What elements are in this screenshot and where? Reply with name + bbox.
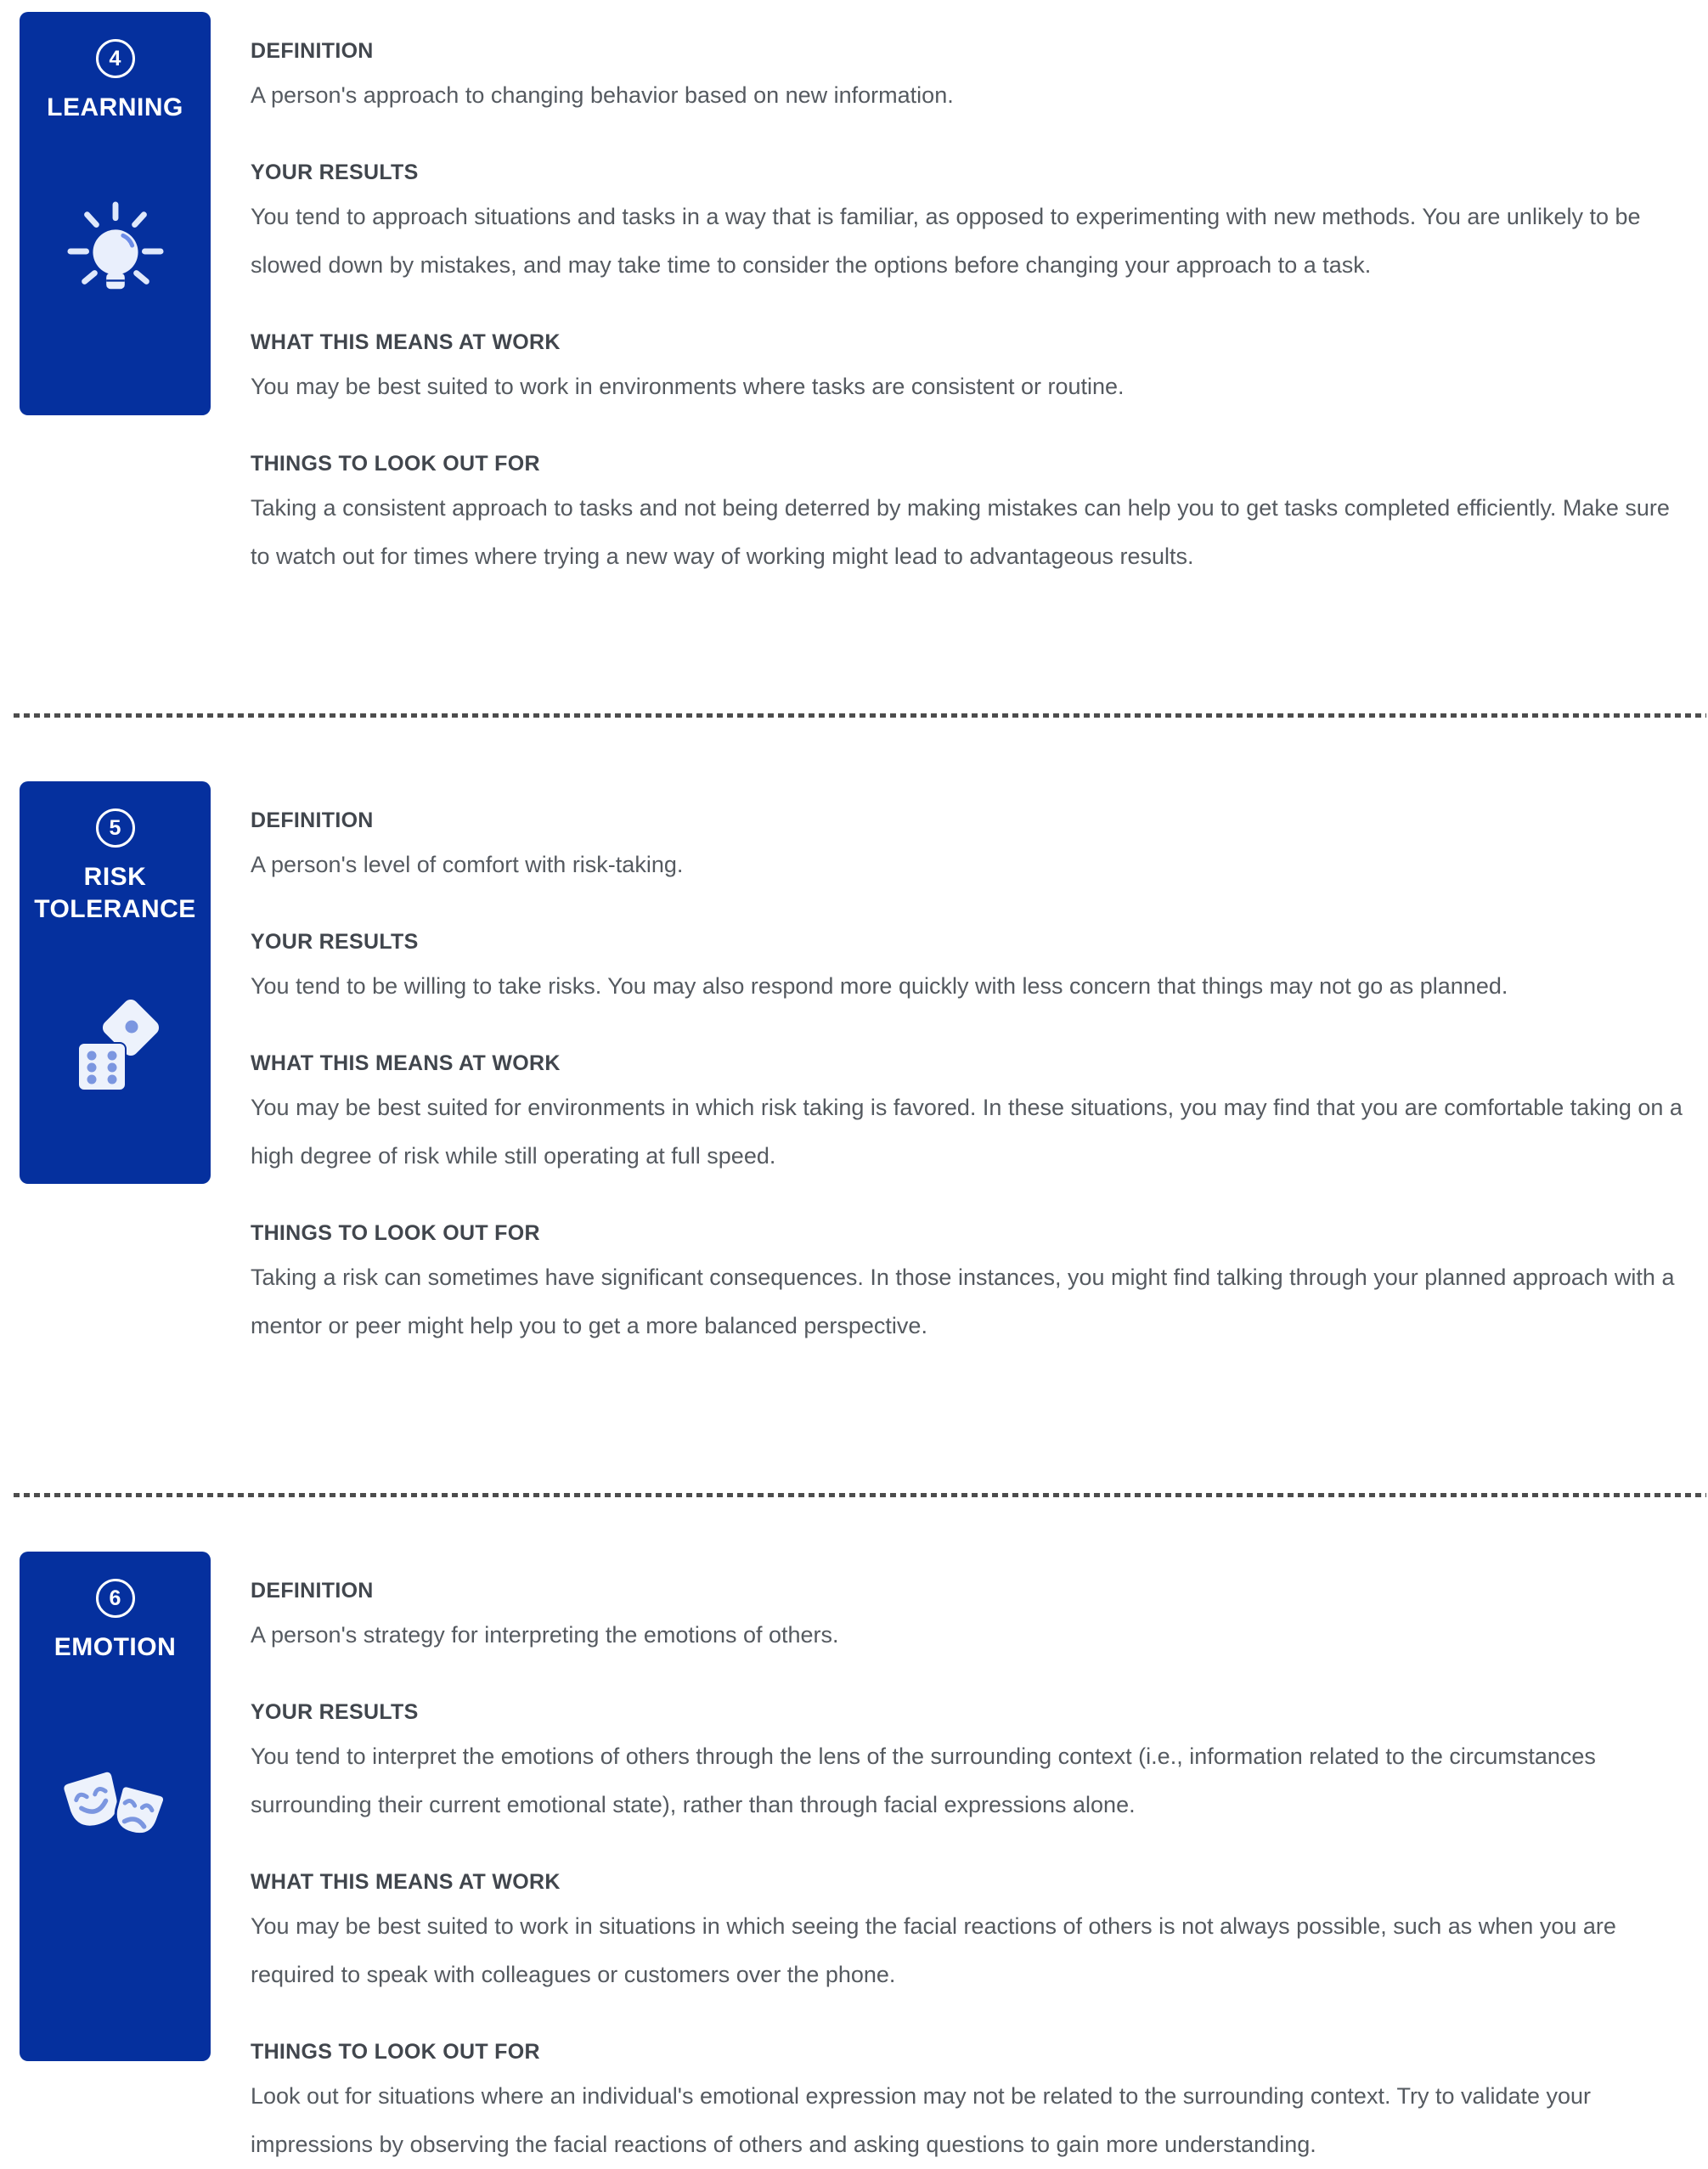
trait-card — [20, 12, 211, 415]
sections-container — [0, 12, 1708, 2169]
block-heading: DEFINITION — [251, 39, 374, 63]
block-heading: THINGS TO LOOK OUT FOR — [251, 2040, 540, 2064]
trait-section — [0, 1552, 1708, 2169]
block-body: You tend to be willing to take risks. You may also respond more quickly with less concern that things may not go as planned. — [251, 973, 1508, 999]
trait-text-block — [251, 1220, 1693, 1350]
trait-text-block — [251, 37, 1693, 120]
trait-card — [20, 781, 211, 1184]
trait-title: RISK TOLERANCE — [34, 863, 196, 923]
block-heading: WHAT THIS MEANS AT WORK — [251, 1870, 561, 1894]
trait-content — [211, 1552, 1708, 2169]
trait-content — [211, 12, 1708, 581]
trait-number: 6 — [109, 1586, 121, 1610]
trait-text-block — [251, 450, 1693, 581]
dashed-divider — [14, 713, 1706, 718]
block-heading: YOUR RESULTS — [251, 1700, 419, 1724]
trait-section — [0, 781, 1708, 1350]
block-body: You tend to interpret the emotions of others through the lens of the surrounding context (i.e., information related to the circumstances surrounding their current emotional state), rather than through facial expressions alone. — [251, 1744, 1596, 1817]
dice-icon — [65, 995, 166, 1101]
block-heading: DEFINITION — [251, 808, 374, 832]
trait-title: LEARNING — [47, 93, 183, 121]
block-heading: THINGS TO LOOK OUT FOR — [251, 1221, 540, 1245]
trait-text-block — [251, 1699, 1693, 1829]
theater-masks-icon — [62, 1762, 169, 1848]
dashed-divider — [14, 1493, 1706, 1497]
block-body: You may be best suited to work in environments where tasks are consistent or routine. — [251, 374, 1125, 399]
block-body: You tend to approach situations and tasks in a way that is familiar, as opposed to experimenting with new methods. You are unlikely to be slowed down by mistakes, and may take time to consider the options before changing your approach to a task. — [251, 204, 1641, 278]
block-heading: YOUR RESULTS — [251, 161, 419, 184]
block-body: You may be best suited for environments in which risk taking is favored. In these situations, you may find that you are comfortable taking on a high degree of risk while still operating at full speed. — [251, 1095, 1683, 1169]
block-body: Look out for situations where an individual's emotional expression may not be related to the surrounding context. Try to validate your impressions by observing the facial reactions of others and asking questions to gain more understanding. — [251, 2083, 1592, 2157]
trait-text-block — [251, 159, 1693, 290]
block-body: A person's level of comfort with risk-taking. — [251, 852, 684, 877]
block-heading: THINGS TO LOOK OUT FOR — [251, 452, 540, 476]
trait-text-block — [251, 1050, 1693, 1180]
block-body: A person's strategy for interpreting the emotions of others. — [251, 1622, 839, 1648]
block-body: You may be best suited to work in situations in which seeing the facial reactions of others is not always possible, such as when you are required to speak with colleagues or customers over the phone. — [251, 1913, 1616, 1987]
trait-text-block — [251, 1868, 1693, 1999]
block-heading: WHAT THIS MEANS AT WORK — [251, 330, 561, 354]
lightbulb-icon — [65, 200, 166, 307]
trait-number-badge — [96, 808, 135, 848]
trait-title: EMOTION — [54, 1633, 177, 1661]
block-body: Taking a consistent approach to tasks and not being deterred by making mistakes can help you to get tasks completed efficiently. Make sure to watch out for times where trying a new way of working might lead to advantageous results. — [251, 495, 1670, 569]
trait-number-badge — [96, 39, 135, 78]
trait-text-block — [251, 928, 1693, 1011]
trait-text-block — [251, 807, 1693, 889]
trait-section — [0, 12, 1708, 581]
trait-text-block — [251, 2038, 1693, 2169]
block-heading: YOUR RESULTS — [251, 930, 419, 954]
trait-content — [211, 781, 1708, 1350]
trait-number-badge — [96, 1579, 135, 1618]
block-body: A person's approach to changing behavior based on new information. — [251, 82, 954, 108]
trait-text-block — [251, 1577, 1693, 1659]
trait-card — [20, 1552, 211, 2061]
block-heading: DEFINITION — [251, 1579, 374, 1603]
block-heading: WHAT THIS MEANS AT WORK — [251, 1051, 561, 1075]
block-body: Taking a risk can sometimes have significant consequences. In those instances, you might find talking through your planned approach with a mentor or peer might help you to get a more balanced perspective. — [251, 1265, 1675, 1338]
trait-number: 5 — [109, 815, 121, 840]
trait-text-block — [251, 329, 1693, 411]
trait-number: 4 — [109, 46, 121, 70]
